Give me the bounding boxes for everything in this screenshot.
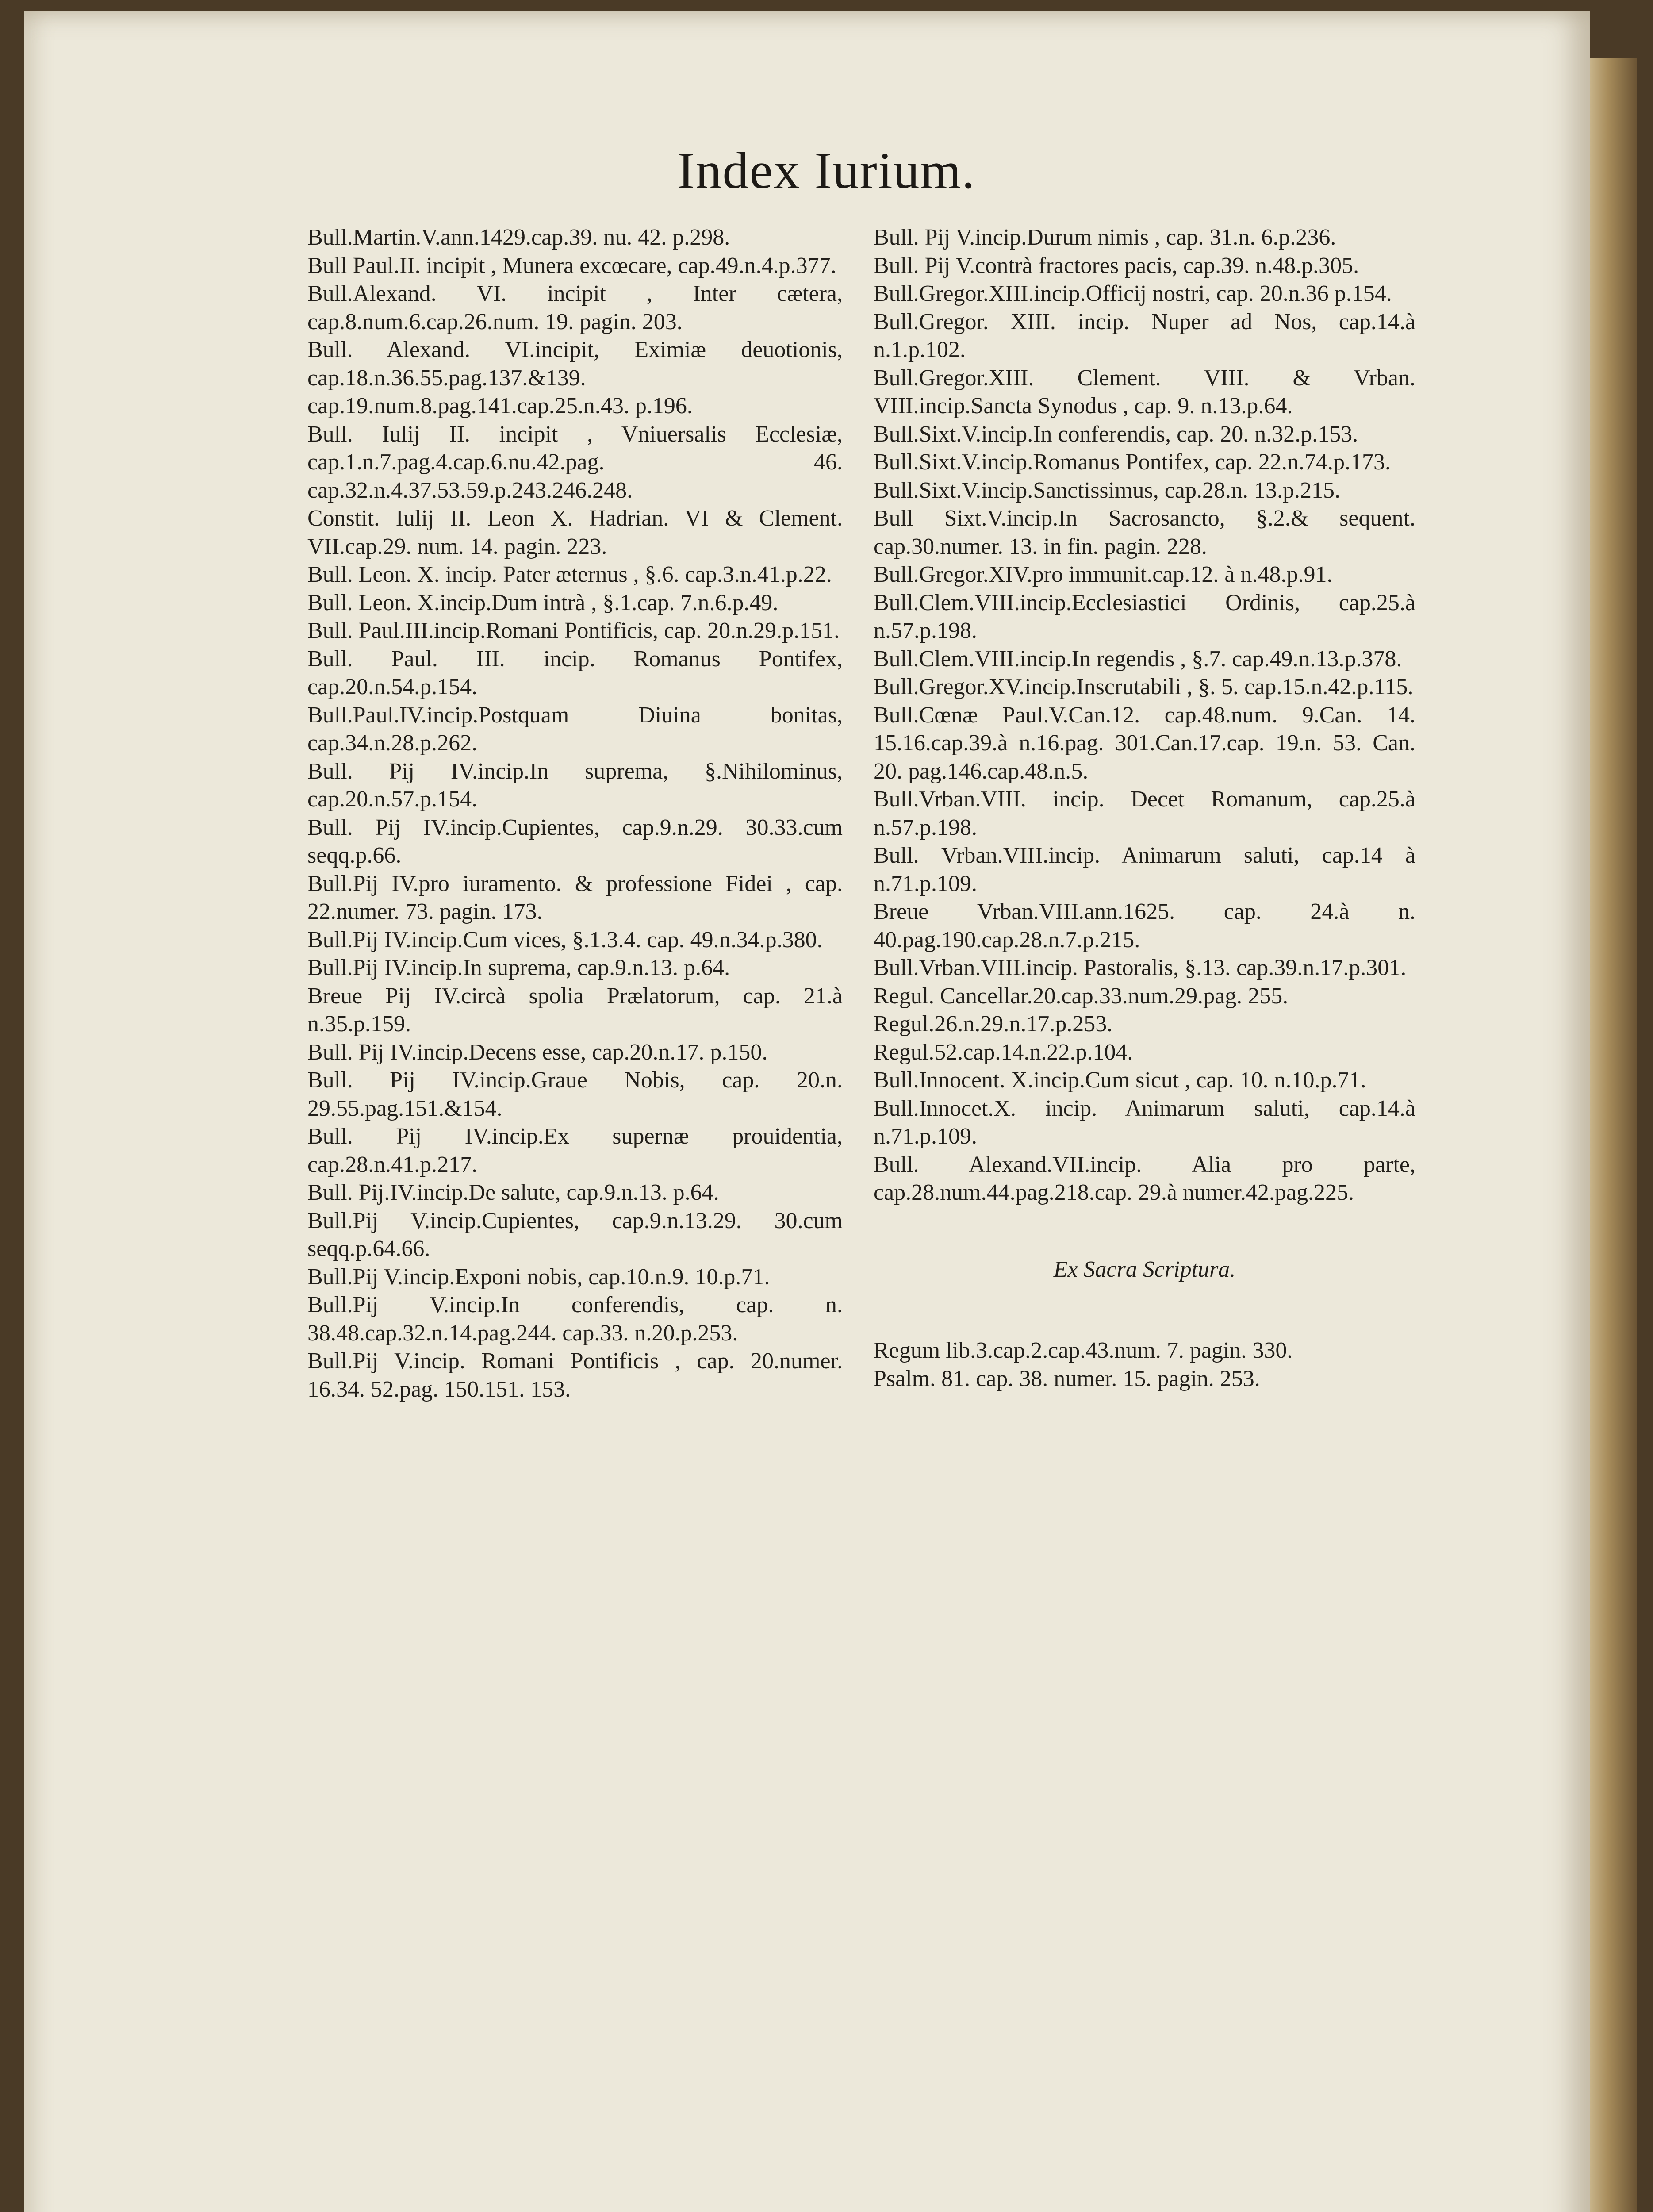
index-entry: Bull. Pij IV.incip.Cupientes, cap.9.n.29. 30.33.cum seqq.p.66.: [307, 814, 843, 868]
left-column: [307, 223, 843, 1403]
index-entry: Bull.Vrban.VIII.incip. Pastoralis, §.13. cap.39.n.17.p.301.: [874, 955, 1407, 980]
index-entry: Bull. Alexand. VI.incipit, Eximiæ deuotionis, cap.18.n.36.55.pag.137.&139. cap.19.num.8.pag.141.cap.25.n.43. p.196.: [307, 337, 843, 419]
index-entry: Bull.Pij IV.incip.Cum vices, §.1.3.4. cap. 49.n.34.p.380.: [307, 927, 823, 952]
index-entry: Bull.Sixt.V.incip.Sanctissimus, cap.28.n. 13.p.215.: [874, 477, 1340, 503]
index-entry: Bull. Paul.III.incip.Romani Pontificis, cap. 20.n.29.p.151.: [307, 618, 840, 643]
index-entry: Bull.Gregor.XIII.incip.Officij nostri, cap. 20.n.36 p.154.: [874, 281, 1392, 306]
index-entry: Bull.Vrban.VIII. incip. Decet Romanum, cap.25.à n.57.p.198.: [874, 787, 1415, 840]
index-entry: Bull. Alexand.VII.incip. Alia pro parte, cap.28.num.44.pag.218.cap. 29.à numer.42.pag.225.: [874, 1152, 1415, 1205]
index-entry: Bull Sixt.V.incip.In Sacrosancto, §.2.& sequent. cap.30.numer. 13. in fin. pagin. 228.: [874, 506, 1415, 559]
index-entry: Bull.Gregor.XIV.pro immunit.cap.12. à n.48.p.91.: [874, 562, 1333, 587]
book-edge: [1588, 58, 1637, 2212]
index-entry: Regul. Cancellar.20.cap.33.num.29.pag. 255.: [874, 983, 1289, 1009]
index-entry: Bull.Gregor.XIII. Clement. VIII. & Vrban. VIII.incip.Sancta Synodus , cap. 9. n.13.p.64.: [874, 365, 1415, 419]
index-entry: Psalm. 81. cap. 38. numer. 15. pagin. 253.: [874, 1366, 1260, 1391]
page-title: Index Iurium.: [677, 142, 976, 200]
index-entry: Breue Pij IV.circà spolia Prælatorum, cap. 21.à n.35.p.159.: [307, 983, 843, 1037]
index-entry: Bull.Pij V.incip.Cupientes, cap.9.n.13.29. 30.cum seqq.p.64.66.: [307, 1208, 843, 1261]
section-heading: Ex Sacra Scriptura.: [1053, 1256, 1236, 1282]
index-entry: Constit. Iulij II. Leon X. Hadrian. VI & Clement. VII.cap.29. num. 14. pagin. 223.: [307, 506, 843, 559]
index-entry: Bull.Pij V.incip. Romani Pontificis , cap. 20.numer. 16.34. 52.pag. 150.151. 153.: [307, 1348, 843, 1402]
index-entry: Regul.52.cap.14.n.22.p.104.: [874, 1039, 1133, 1065]
right-entries: [874, 223, 1415, 1207]
index-entry: Bull. Iulij II. incipit , Vniuersalis Ecclesiæ, cap.1.n.7.pag.4.cap.6.nu.42.pag. 46. cap.32.n.4.37.53.59.p.243.246.248.: [307, 421, 843, 503]
index-entry: Bull. Pij IV.incip.Decens esse, cap.20.n.17. p.150.: [307, 1039, 768, 1065]
index-entry: Bull. Pij V.incip.Durum nimis , cap. 31.n. 6.p.236.: [874, 225, 1336, 250]
right-column: [874, 223, 1415, 1393]
index-entry: Regum lib.3.cap.2.cap.43.num. 7. pagin. 330.: [874, 1338, 1293, 1363]
index-entry: Bull. Leon. X.incip.Dum intrà , §.1.cap. 7.n.6.p.49.: [307, 590, 779, 615]
index-entry: Bull.Innocent. X.incip.Cum sicut , cap. 10. n.10.p.71.: [874, 1068, 1366, 1093]
index-entry: Bull. Paul. III. incip. Romanus Pontifex, cap.20.n.54.p.154.: [307, 646, 843, 699]
index-entry: Bull.Gregor.XV.incip.Inscrutabili , §. 5. cap.15.n.42.p.115.: [874, 674, 1414, 699]
index-entry: Bull. Pij IV.incip.Graue Nobis, cap. 20.n. 29.55.pag.151.&154.: [307, 1068, 843, 1121]
index-entry: Bull.Clem.VIII.incip.Ecclesiastici Ordinis, cap.25.à n.57.p.198.: [874, 590, 1415, 643]
index-entry: Bull. Pij.IV.incip.De salute, cap.9.n.13. p.64.: [307, 1180, 719, 1205]
index-entry: Bull. Pij IV.incip.Ex supernæ prouidentia, cap.28.n.41.p.217.: [307, 1124, 843, 1177]
index-entry: Bull. Leon. X. incip. Pater æternus , §.6. cap.3.n.41.p.22.: [307, 562, 832, 587]
index-entry: Bull. Pij IV.incip.In suprema, §.Nihilominus, cap.20.n.57.p.154.: [307, 758, 843, 812]
index-entry: Bull.Martin.V.ann.1429.cap.39. nu. 42. p.298.: [307, 225, 730, 250]
index-entry: Bull.Paul.IV.incip.Postquam Diuina bonitas, cap.34.n.28.p.262.: [307, 702, 843, 756]
index-entry: Bull.Cœnæ Paul.V.Can.12. cap.48.num. 9.Can. 14. 15.16.cap.39.à n.16.pag. 301.Can.17.cap. 19.n. 53. Can. 20. pag.146.cap.48.n.5.: [874, 702, 1415, 784]
index-entry: Bull. Pij V.contrà fractores pacis, cap.39. n.48.p.305.: [874, 253, 1359, 278]
index-entry: Bull.Pij V.incip.In conferendis, cap. n. 38.48.cap.32.n.14.pag.244. cap.33. n.20.p.253.: [307, 1292, 843, 1346]
index-entry: Bull. Vrban.VIII.incip. Animarum saluti, cap.14 à n.71.p.109.: [874, 843, 1415, 896]
index-entry: Bull.Alexand. VI. incipit , Inter cætera, cap.8.num.6.cap.26.num. 19. pagin. 203.: [307, 281, 843, 334]
index-entry: Regul.26.n.29.n.17.p.253.: [874, 1011, 1113, 1037]
index-entry: Bull.Pij IV.pro iuramento. & professione Fidei , cap. 22.numer. 73. pagin. 173.: [307, 871, 843, 924]
index-entry: Bull.Innocet.X. incip. Animarum saluti, cap.14.à n.71.p.109.: [874, 1095, 1415, 1149]
index-entry: Bull.Sixt.V.incip.Romanus Pontifex, cap. 22.n.74.p.173.: [874, 449, 1391, 475]
index-entry: Bull Paul.II. incipit , Munera excœcare, cap.49.n.4.p.377.: [307, 253, 836, 278]
scripture-entries: [874, 1336, 1415, 1393]
index-entry: Bull.Gregor. XIII. incip. Nuper ad Nos, cap.14.à n.1.p.102.: [874, 309, 1415, 362]
index-entry: Bull.Clem.VIII.incip.In regendis , §.7. cap.49.n.13.p.378.: [874, 646, 1402, 672]
index-entry: Bull.Pij V.incip.Exponi nobis, cap.10.n.9. 10.p.71.: [307, 1264, 770, 1290]
index-entry: Bull.Pij IV.incip.In suprema, cap.9.n.13. p.64.: [307, 955, 730, 980]
index-entry: Breue Vrban.VIII.ann.1625. cap. 24.à n. 40.pag.190.cap.28.n.7.p.215.: [874, 899, 1415, 952]
index-entry: Bull.Sixt.V.incip.In conferendis, cap. 20. n.32.p.153.: [874, 421, 1358, 447]
